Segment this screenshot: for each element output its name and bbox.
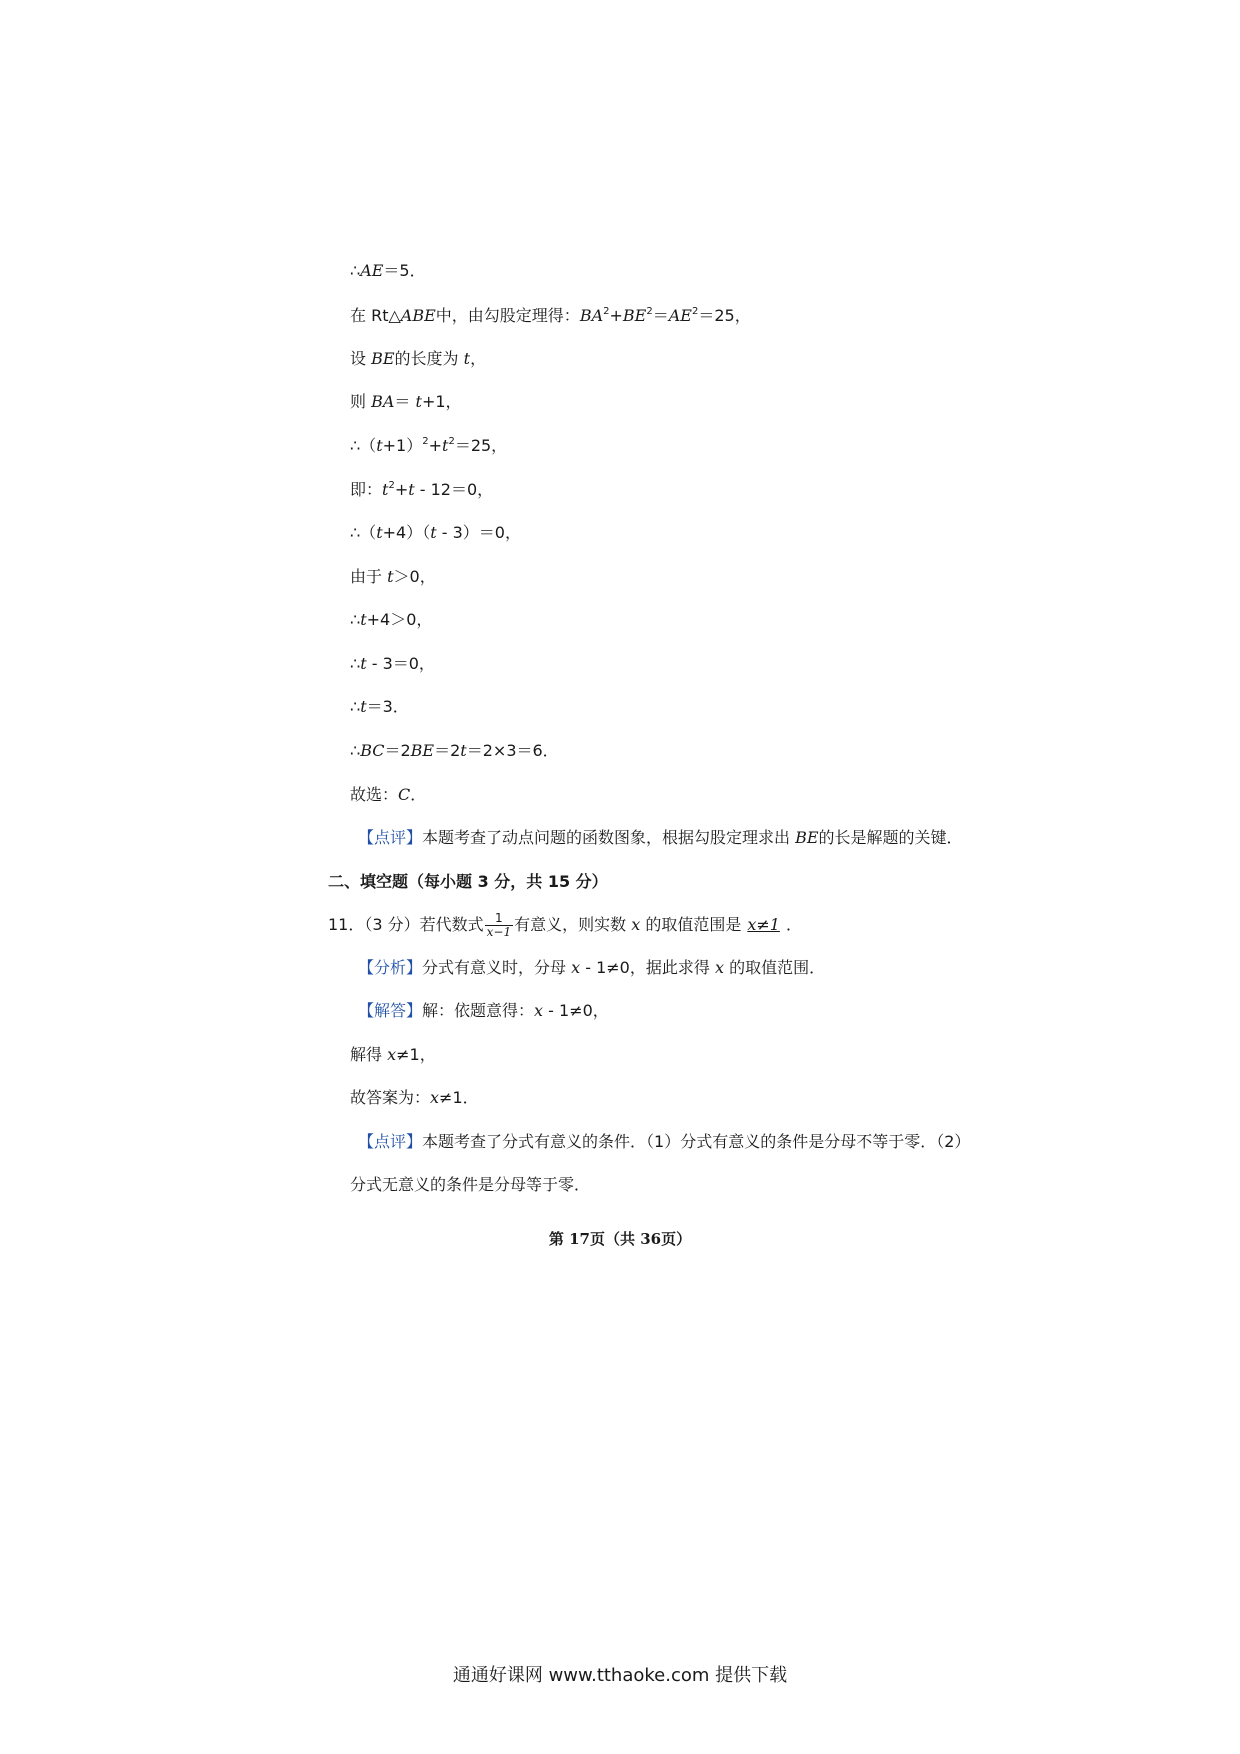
text-line-1: ∴AE＝5． (350, 261, 426, 280)
text-line-13: 故选：C． (350, 785, 427, 804)
comment-line-3: 分式无意义的条件是分母等于零． (350, 1175, 591, 1194)
solve-line: 解得 x≠1， (350, 1045, 436, 1064)
analysis-line: 【分析】分式有意义时，分母 x - 1≠0，据此求得 x 的取值范围． (358, 958, 826, 977)
analysis-tag: 【分析】 (358, 958, 423, 977)
answer-blank: x≠1 (747, 915, 780, 934)
comment-tag: 【点评】 (358, 828, 423, 847)
question-11: 11．（3 分）若代数式 $\frac{1}{x-1}$ 有意义，则实数 x 的取值范围是 x≠1 ． (328, 911, 802, 939)
text-line-12: ∴BC＝2BE＝2t＝2×3＝6． (350, 741, 559, 760)
text-line-5: $\therefore(t+1)^2+t^2=25$， (350, 436, 508, 455)
solution-line: 【解答】解：依题意得：x - 1≠0， (358, 1001, 609, 1020)
text-line-10: ∴t - 3＝0， (350, 654, 435, 673)
text-line-7: ∴（t+4）（t - 3）＝0， (350, 523, 521, 542)
solution-tag: 【解答】 (358, 1001, 423, 1020)
text-line-8: 由于 t＞0， (350, 567, 436, 586)
answer-line: 故答案为：x≠1． (350, 1088, 479, 1107)
text-line-11: ∴t＝3． (350, 697, 409, 716)
text-line-6: 即：$t^2+t - 12=0$， (350, 480, 494, 499)
text-line-9: ∴t+4＞0， (350, 610, 433, 629)
comment-tag-2: 【点评】 (358, 1132, 423, 1151)
fraction: $\frac{1}{x-1}$ (486, 911, 512, 939)
watermark: 通通好课网 www.tthaoke.com 提供下载 (452, 1665, 788, 1686)
text-line-2: 在 Rt△ABE中，由勾股定理得：$BA^2+BE^2=AE^2=25$， (350, 306, 751, 325)
text-line-4: 则 BA＝ t+1， (350, 392, 462, 411)
page-footer: 第 17页（共 36页） (548, 1230, 692, 1248)
comment-line-2: 【点评】本题考查了分式有意义的条件．（1）分式有意义的条件是分母不等于零．（2） (358, 1132, 971, 1151)
text-line-3: 设 BE的长度为 t， (350, 349, 487, 368)
comment-line-1: 【点评】本题考查了动点问题的函数图象，根据勾股定理求出 BE的长是解题的关键． (358, 828, 963, 847)
section-heading: 二、填空题（每小题 3 分，共 15 分） (328, 872, 608, 891)
